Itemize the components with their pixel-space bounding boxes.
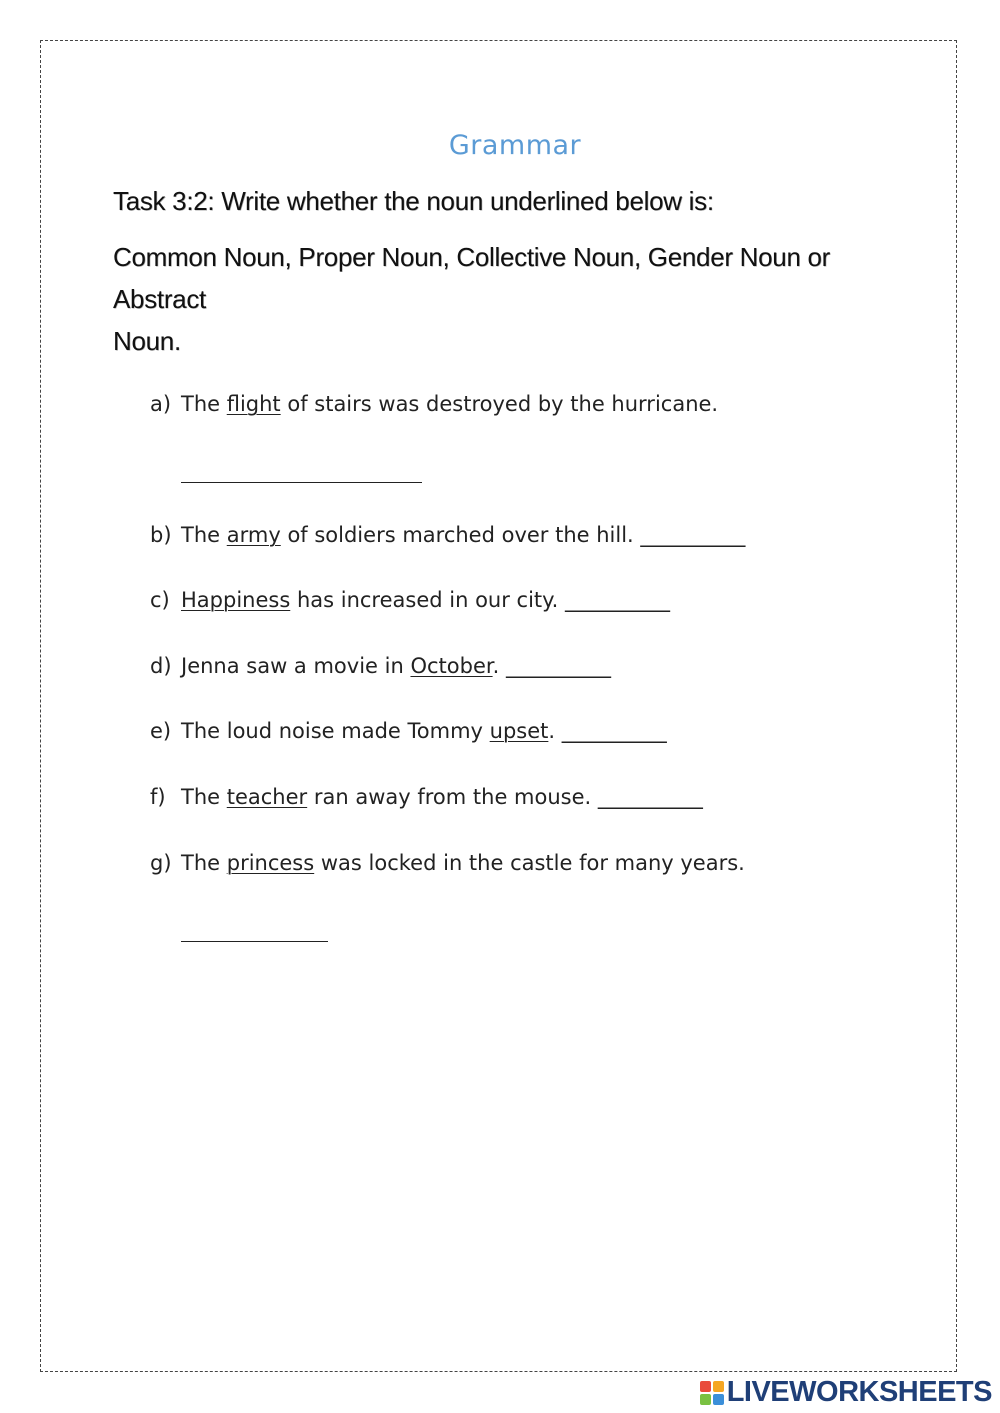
task-instruction: Task 3:2: Write whether the noun underlined below is:: [113, 186, 714, 216]
underlined-noun: Happiness: [181, 588, 291, 612]
answer-blank[interactable]: __________: [640, 523, 746, 547]
question-f: [150, 785, 703, 809]
question-text-after: has increased in our city.: [290, 588, 565, 612]
underlined-noun: army: [226, 523, 281, 547]
task-noun-types: [113, 236, 923, 362]
question-text-before: Jenna saw a movie in: [181, 654, 411, 678]
logo-square-icon: [700, 1381, 711, 1392]
question-g: [150, 851, 745, 875]
question-b: [150, 523, 745, 547]
question-text-before: The: [181, 785, 227, 809]
question-text-before: The: [181, 392, 227, 416]
question-text-after: of stairs was destroyed by the hurricane.: [280, 392, 719, 416]
underlined-noun: princess: [226, 851, 315, 875]
question-text-after: .: [492, 654, 506, 678]
question-letter: a): [150, 392, 172, 416]
task-noun-types-line2: Noun.: [113, 326, 181, 356]
answer-blank-line-g[interactable]: [181, 941, 328, 942]
liveworksheets-logo: [700, 1376, 992, 1409]
task-noun-types-line1: Common Noun, Proper Noun, Collective Noun, Gender Noun or Abstract: [113, 242, 831, 314]
answer-blank[interactable]: __________: [597, 785, 703, 809]
question-text-after: .: [548, 719, 562, 743]
question-text-after: ran away from the mouse.: [307, 785, 598, 809]
question-letter: d): [150, 654, 172, 678]
question-a: [150, 392, 718, 416]
question-text-before: The: [181, 851, 227, 875]
question-text-after: was locked in the castle for many years.: [314, 851, 745, 875]
question-text-after: of soldiers marched over the hill.: [280, 523, 641, 547]
answer-blank[interactable]: __________: [505, 654, 611, 678]
logo-square-icon: [713, 1394, 724, 1405]
answer-blank[interactable]: __________: [561, 719, 667, 743]
question-text-before: The loud noise made Tommy: [181, 719, 490, 743]
question-d: [150, 654, 611, 678]
page-title: Grammar: [448, 130, 582, 161]
answer-blank[interactable]: __________: [564, 588, 670, 612]
question-c: [150, 588, 670, 612]
question-letter: e): [150, 719, 172, 743]
question-e: [150, 719, 667, 743]
question-letter: b): [150, 523, 172, 547]
logo-square-icon: [700, 1394, 711, 1405]
liveworksheets-logo-icon: [700, 1381, 724, 1405]
question-text-before: The: [181, 523, 227, 547]
liveworksheets-brand-text: LIVEWORKSHEETS: [726, 1376, 992, 1408]
underlined-noun: flight: [226, 392, 281, 416]
logo-square-icon: [713, 1381, 724, 1392]
underlined-noun: October: [410, 654, 493, 678]
question-letter: c): [150, 588, 170, 612]
question-letter: g): [150, 851, 172, 875]
answer-blank-line-a[interactable]: [181, 482, 422, 483]
underlined-noun: upset: [489, 719, 549, 743]
underlined-noun: teacher: [226, 785, 308, 809]
question-letter: f): [150, 785, 166, 809]
